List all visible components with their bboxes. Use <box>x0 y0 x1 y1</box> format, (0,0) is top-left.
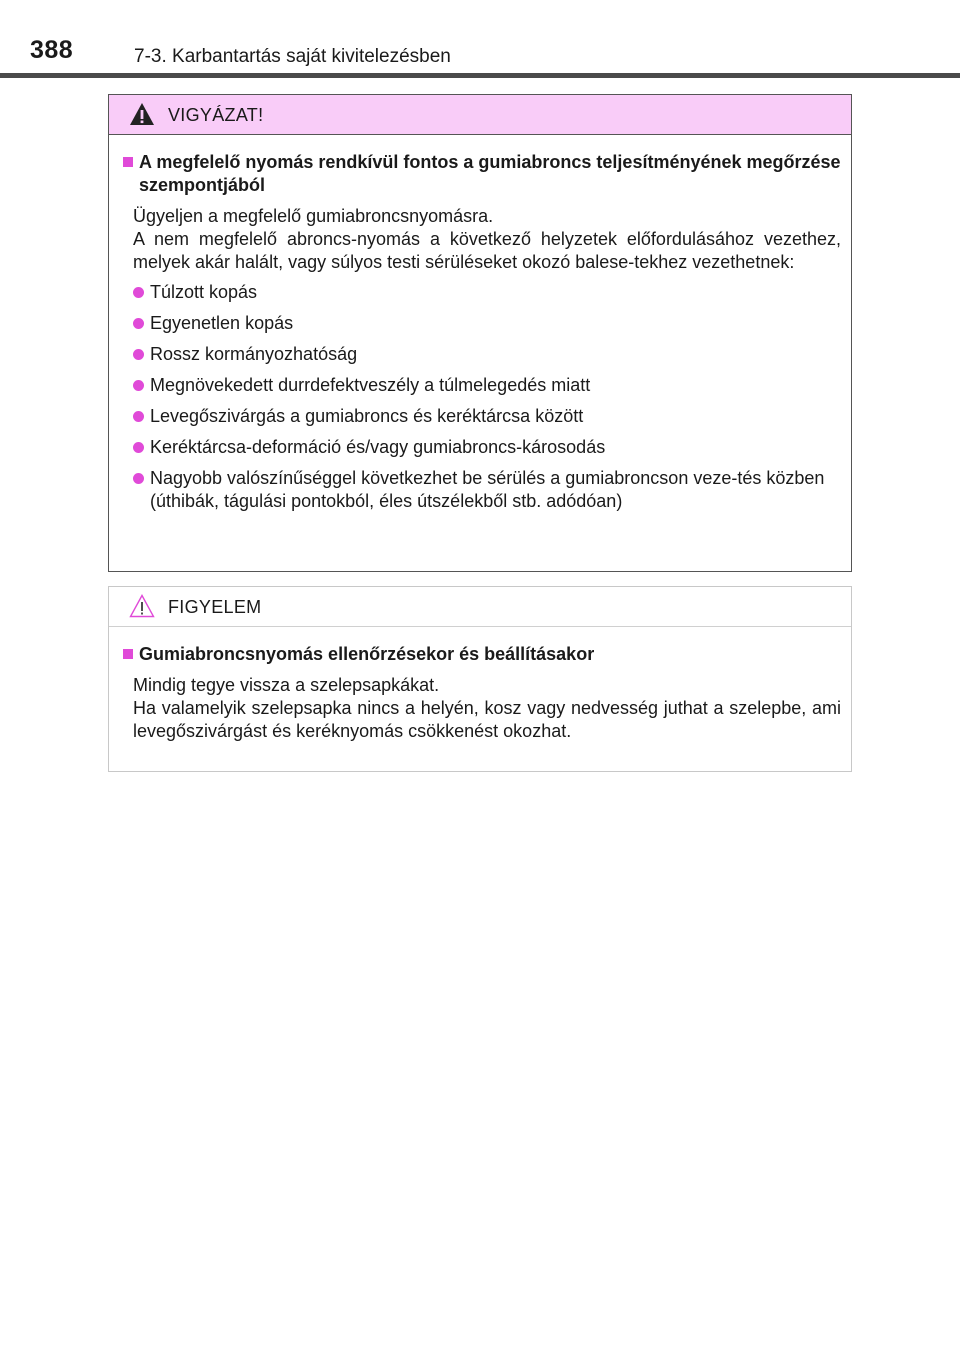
list-item <box>133 436 841 459</box>
round-bullet-icon <box>133 349 144 360</box>
warning-box-label: VIGYÁZAT! <box>168 105 264 125</box>
round-bullet-icon <box>133 473 144 484</box>
list-item <box>133 343 841 366</box>
round-bullet-icon <box>133 411 144 422</box>
list-item-text: Egyenetlen kopás <box>150 313 294 333</box>
warning-paragraph: Ügyeljen a megfelelő gumiabroncsnyomásra. <box>133 206 494 226</box>
square-bullet-icon <box>123 649 133 659</box>
page-number: 388 <box>30 36 74 64</box>
list-item-text: Nagyobb valószínűséggel következhet be sérülés a gumiabroncson veze-tés közben (úthibák, tágulási pontokból, éles útszélekből stb. adódóan) <box>150 468 825 511</box>
notice-paragraph: Mindig tegye vissza a szelepsapkákat. <box>133 675 440 695</box>
list-item <box>133 405 841 428</box>
list-item-text: Megnövekedett durrdefektveszély a túlmelegedés miatt <box>150 375 591 395</box>
round-bullet-icon <box>133 287 144 298</box>
warning-box <box>108 94 852 572</box>
notice-paragraph: Ha valamelyik szelepsapka nincs a helyén, kosz vagy nedvesség juthat a szelepbe, ami levegőszivárgást és keréknyomás csökkenést okozhat. <box>133 698 841 741</box>
warning-paragraph: A nem megfelelő abroncs-nyomás a következő helyzetek előfordulásához vezethez, melyek akár halált, vagy súlyos testi sérüléseket okozó balese-tekhez vezethetnek: <box>133 229 841 272</box>
notice-box <box>108 586 852 772</box>
warning-box-header <box>109 95 851 135</box>
list-item <box>133 374 841 397</box>
list-item-text: Keréktárcsa-deformáció és/vagy gumiabroncs-károsodás <box>150 437 606 457</box>
warning-triangle-filled-icon <box>129 101 155 127</box>
section-title: 7-3. Karbantartás saját kivitelezésben <box>134 46 451 67</box>
warning-heading <box>123 151 841 197</box>
header-rule <box>0 73 960 78</box>
round-bullet-icon <box>133 318 144 329</box>
list-item <box>133 467 841 513</box>
list-item <box>133 281 841 304</box>
notice-heading-text: Gumiabroncsnyomás ellenőrzésekor és beállításakor <box>139 644 595 664</box>
warning-bullet-list <box>123 281 841 513</box>
warning-triangle-outline-icon <box>129 593 155 619</box>
list-item-text: Túlzott kopás <box>150 282 258 302</box>
notice-box-label: FIGYELEM <box>168 597 262 617</box>
round-bullet-icon <box>133 442 144 453</box>
square-bullet-icon <box>123 157 133 167</box>
round-bullet-icon <box>133 380 144 391</box>
notice-box-header <box>109 587 851 627</box>
notice-heading <box>123 643 841 666</box>
warning-heading-text: A megfelelő nyomás rendkívül fontos a gumiabroncs teljesítményének megőrzése szempontjából <box>139 152 841 195</box>
list-item <box>133 312 841 335</box>
list-item-text: Levegőszivárgás a gumiabroncs és keréktárcsa között <box>150 406 584 426</box>
list-item-text: Rossz kormányozhatóság <box>150 344 358 364</box>
